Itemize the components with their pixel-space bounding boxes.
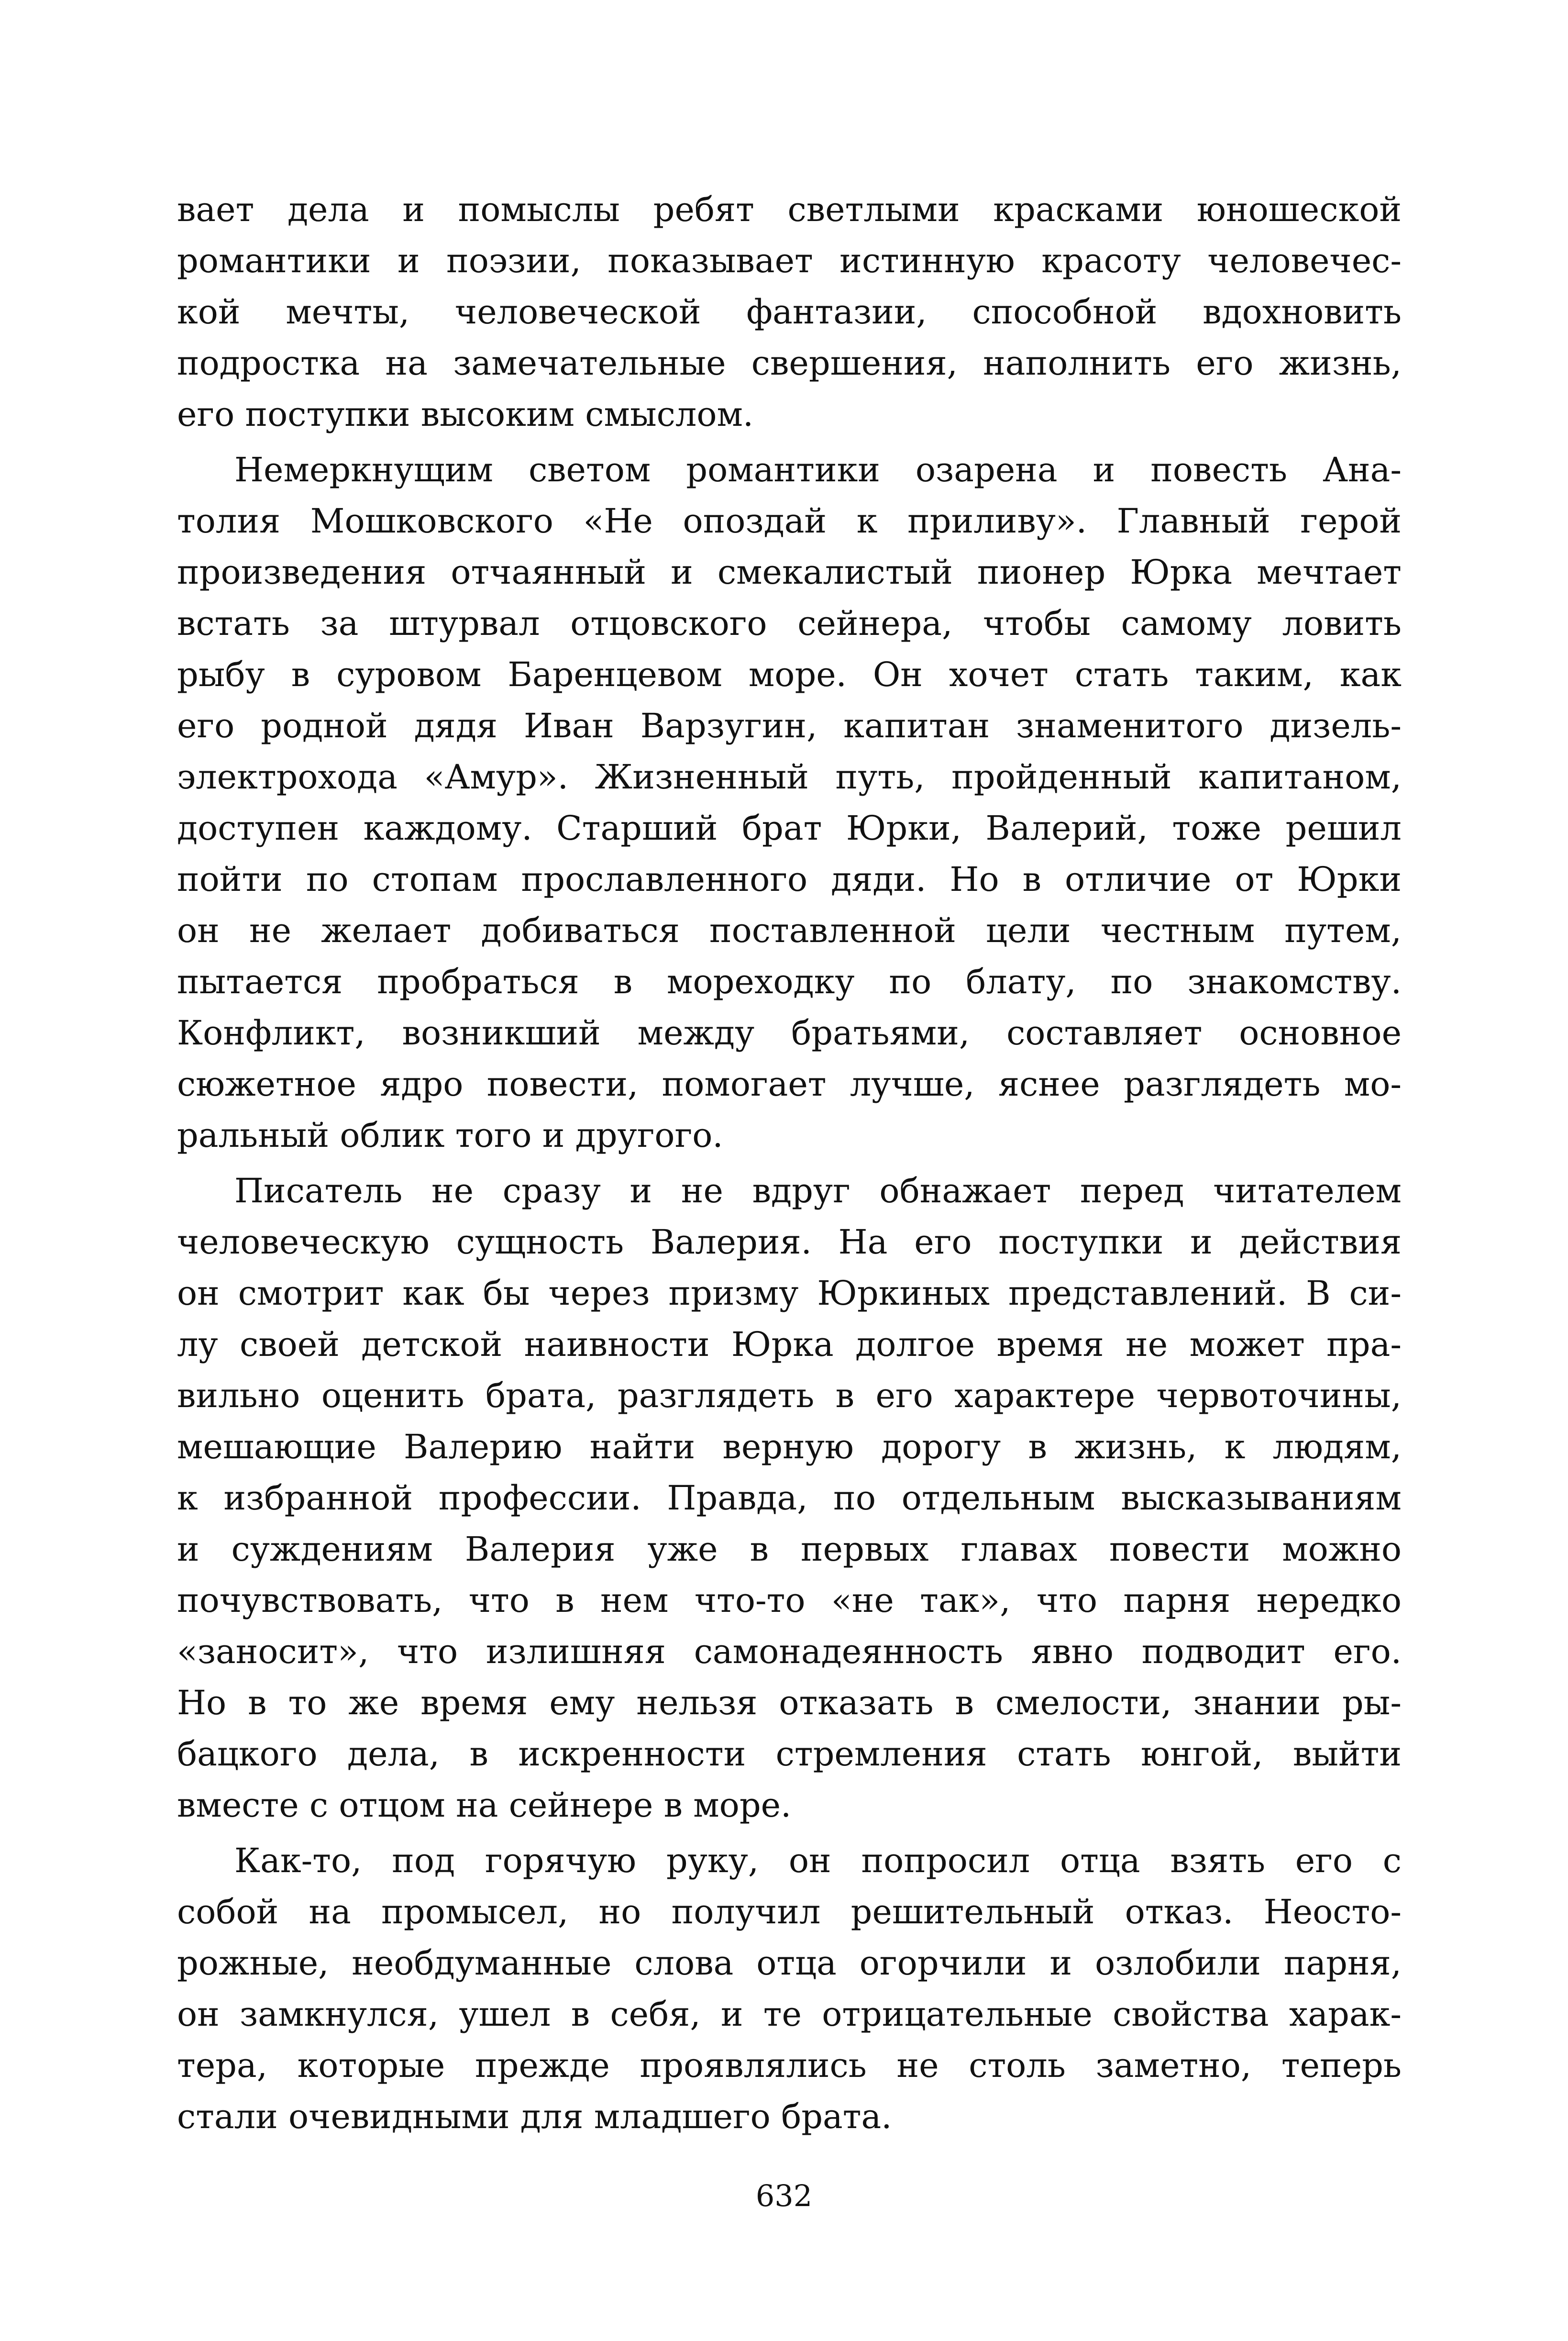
text-line: человеческую сущность Валерия. На его поступки и действия: [177, 1222, 1402, 1262]
text-line: лу своей детской наивности Юрка долгое время не может пра-: [177, 1325, 1402, 1364]
text-line: рыбу в суровом Баренцевом море. Он хочет стать таким, как: [177, 655, 1402, 694]
text-line: пойти по стопам прославленного дяди. Но в отличие от Юрки: [177, 860, 1402, 899]
paragraph: [177, 1165, 1402, 1831]
paragraph: [177, 184, 1402, 440]
text-line: произведения отчаянный и смекалистый пионер Юрка мечтает: [177, 553, 1402, 592]
text-line: Конфликт, возникший между братьями, составляет основное: [177, 1013, 1402, 1053]
text-line: он смотрит как бы через призму Юркиных представлений. В си-: [177, 1274, 1402, 1313]
text-line: рожные, необдуманные слова отца огорчили и озлобили парня,: [177, 1943, 1402, 1983]
text-line: вместе с отцом на сейнере в море.: [177, 1786, 792, 1825]
text-line: к избранной профессии. Правда, по отдельным высказываниям: [177, 1478, 1402, 1518]
text-line: электрохода «Амур». Жизненный путь, пройденный капитаном,: [177, 757, 1402, 797]
text-line: он замкнулся, ушел в себя, и те отрицательные свойства харак-: [177, 1995, 1402, 2034]
text-line: мешающие Валерию найти верную дорогу в жизнь, к людям,: [177, 1427, 1402, 1466]
text-line: «заносит», что излишняя самонадеянность явно подводит его.: [177, 1632, 1402, 1671]
text-line: ральный облик того и другого.: [177, 1116, 723, 1155]
text-line: почувствовать, что в нем что-то «не так», что парня нередко: [177, 1581, 1402, 1620]
text-line: пытается пробраться в мореходку по блату, по знакомству.: [177, 962, 1402, 1001]
text-line: кой мечты, человеческой фантазии, способной вдохновить: [177, 292, 1402, 332]
text-line: вильно оценить брата, разглядеть в его характере червоточины,: [177, 1376, 1402, 1415]
text-line: толия Мошковского «Не опоздай к приливу». Главный герой: [177, 501, 1402, 541]
text-line: стали очевидными для младшего брата.: [177, 2097, 892, 2136]
text-line: подростка на замечательные свершения, наполнить его жизнь,: [177, 344, 1402, 383]
text-line: Писатель не сразу и не вдруг обнажает перед читателем: [234, 1171, 1402, 1210]
text-line: романтики и поэзии, показывает истинную красоту человечес-: [177, 241, 1402, 280]
paragraph: [177, 1835, 1402, 2142]
text-line: Как-то, под горячую руку, он попросил отца взять его с: [234, 1841, 1402, 1880]
text-line: встать за штурвал отцовского сейнера, чтобы самому ловить: [177, 604, 1402, 643]
text-line: он не желает добиваться поставленной цели честным путем,: [177, 911, 1402, 950]
text-line: собой на промысел, но получил решительный отказ. Неосто-: [177, 1892, 1402, 1931]
page-number: 632: [755, 2178, 813, 2213]
text-line: его родной дядя Иван Варзугин, капитан знаменитого дизель-: [177, 706, 1402, 745]
text-line: его поступки высоким смыслом.: [177, 395, 754, 434]
text-line: тера, которые прежде проявлялись не столь заметно, теперь: [177, 2046, 1402, 2085]
text-line: Немеркнущим светом романтики озарена и повесть Ана-: [234, 450, 1402, 489]
text-line: вает дела и помыслы ребят светлыми красками юношеской: [177, 190, 1402, 229]
text-line: доступен каждому. Старший брат Юрки, Валерий, тоже решил: [177, 809, 1402, 848]
text-line: сюжетное ядро повести, помогает лучше, яснее разглядеть мо-: [177, 1065, 1402, 1104]
paragraph: [177, 444, 1402, 1161]
text-line: бацкого дела, в искренности стремления стать юнгой, выйти: [177, 1734, 1402, 1774]
text-line: Но в то же время ему нельзя отказать в смелости, знании ры-: [177, 1683, 1402, 1722]
body-text: [177, 184, 1402, 2142]
text-line: и суждениям Валерия уже в первых главах повести можно: [177, 1530, 1402, 1569]
